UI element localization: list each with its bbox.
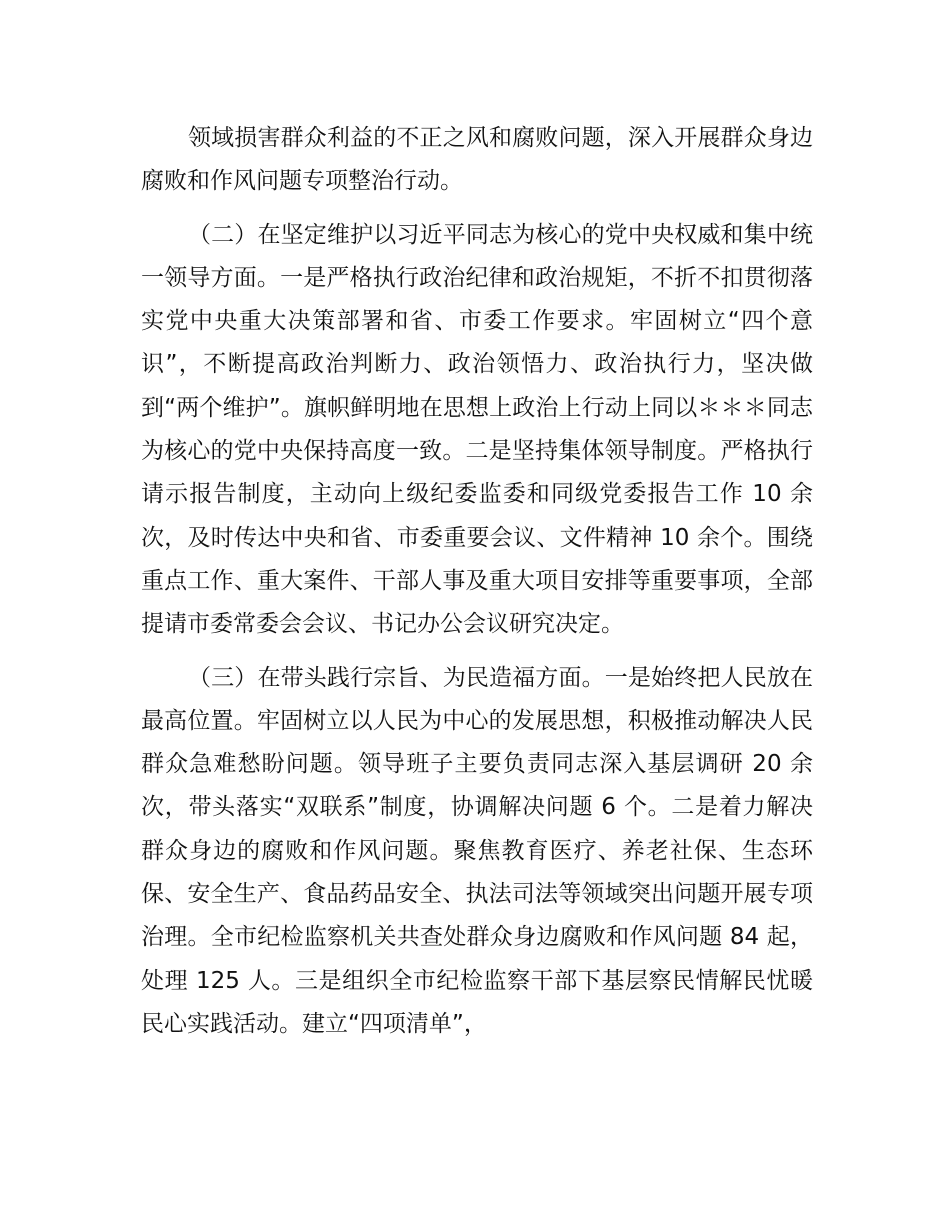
paragraph-1: 领域损害群众利益的不正之风和腐败问题，深入开展群众身边腐败和作风问题专项整治行动。 [141,125,813,195]
paragraph-2: （二）在坚定维护以习近平同志为核心的党中央权威和集中统一领导方面。一是严格执行政治纪律和政治规矩，不折不扣贯彻落实党中央重大决策部署和省、市委工作要求。牢固树立“四个意识”，不断提高政治判断力、政治领悟力、政治执行力，坚决做到“两个维护”。旗帜鲜明地在思想上政治上行动上同以＊＊＊同志为核心的党中央保持高度一致。二是坚持集体领导制度。严格执行请示报告制度，主动向上级纪委监委和同级党委报告工作 10 余次，及时传达中央和省、市委重要会议、文件精神 10 余个。围绕重点工作、重大案件、干部人事及重大项目安排等重要事项，全部提请市委常委会会议、书记办公会议研究决定。 [141,221,813,638]
document-body [141,117,813,1056]
paragraph-3: （三）在带头践行宗旨、为民造福方面。一是始终把人民放在最高位置。牢固树立以人民为中心的发展思想，积极推动解决人民群众急难愁盼问题。领导班子主要负责同志深入基层调研 20 余次，带头落实“双联系”制度，协调解决问题 6 个。二是着力解决群众身边的腐败和作风问题。聚焦教育医疗、养老社保、生态环保、安全生产、食品药品安全、执法司法等领域突出问题开展专项治理。全市纪检监察机关共查处群众身边腐败和作风问题 84 起，处理 125 人。三是组织全市纪检监察干部下基层察民情解民忧暖民心实践活动。建立“四项清单”， [141,664,813,1037]
